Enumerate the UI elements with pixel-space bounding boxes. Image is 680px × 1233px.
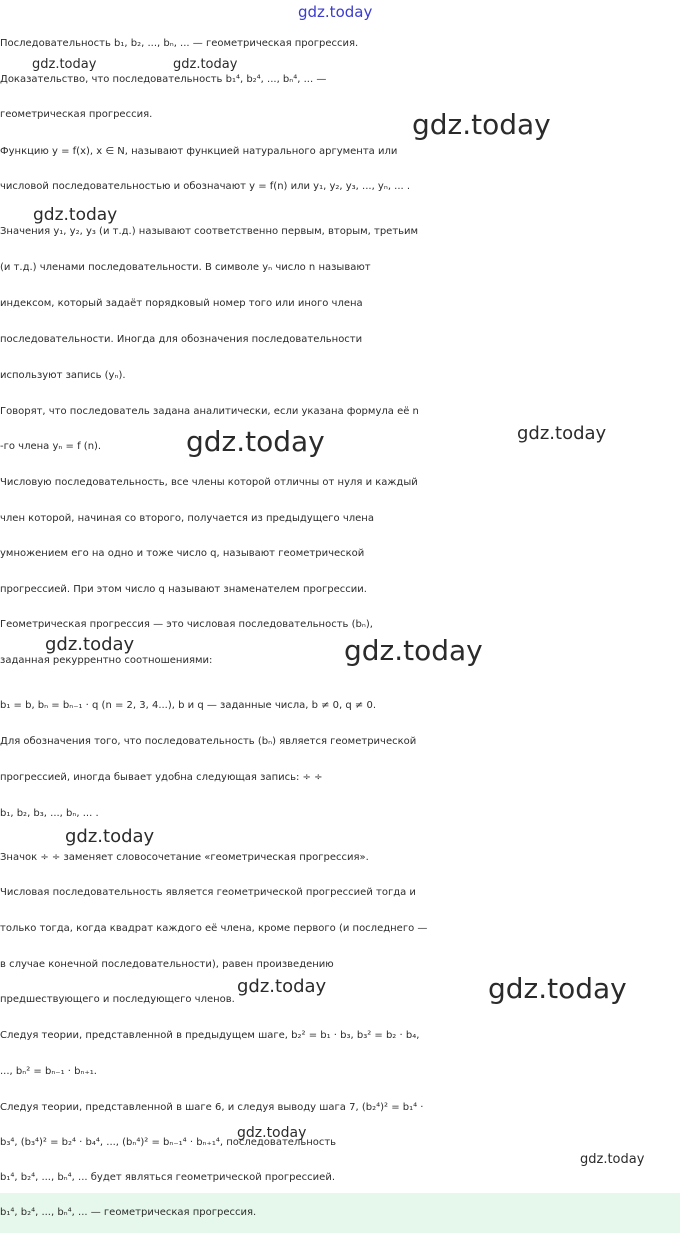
- watermark: gdz.today: [412, 108, 551, 141]
- text-line: Последовательность b₁, b₂, ..., bₙ, ... — геометрическая прогрессия.: [0, 38, 359, 49]
- text-line: (и т.д.) членами последовательности. В символе yₙ число n называют: [0, 262, 371, 273]
- text-line: b₁ = b, bₙ = bₙ₋₁ · q (n = 2, 3, 4...), b и q — заданные числа, b ≠ 0, q ≠ 0.: [0, 700, 377, 711]
- text-line: Следуя теории, представленной в шаге 6, и следуя выводу шага 7, (b₂⁴)² = b₁⁴ ·: [0, 1102, 424, 1113]
- text-line: Следуя теории, представленной в предыдущем шаге, b₂² = b₁ · b₃, b₃² = b₂ · b₄,: [0, 1030, 420, 1041]
- text-line: Говорят, что последователь задана аналитически, если указана формула её n: [0, 406, 419, 417]
- text-line: в случае конечной последовательности), равен произведению: [0, 959, 334, 970]
- text-line: Значения y₁, y₂, y₃ (и т.д.) называют соответственно первым, вторым, третьим: [0, 226, 419, 237]
- text-line: Значок ÷ ÷ заменяет словосочетание «геометрическая прогрессия».: [0, 852, 369, 863]
- text-line: b₁⁴, b₂⁴, ..., bₙ⁴, ... будет являться геометрической прогрессией.: [0, 1172, 336, 1183]
- text-line: Функцию y = f(x), x ∈ N, называют функцией натурального аргумента или: [0, 146, 398, 157]
- text-line: числовой последовательностью и обозначают y = f(n) или y₁, y₂, y₃, ..., yₙ, ... .: [0, 181, 411, 192]
- text-line: прогрессией. При этом число q называют знаменателем прогрессии.: [0, 584, 367, 595]
- text-line: последовательности. Иногда для обозначения последовательности: [0, 334, 363, 345]
- text-line: член которой, начиная со второго, получается из предыдущего члена: [0, 513, 374, 524]
- watermark: gdz.today: [237, 976, 327, 997]
- watermark: gdz.today: [33, 205, 118, 225]
- text-line: -го члена yₙ = f (n).: [0, 441, 102, 452]
- text-line: геометрическая прогрессия.: [0, 109, 153, 120]
- watermark: gdz.today: [344, 634, 483, 667]
- watermark: gdz.today: [186, 425, 325, 458]
- text-line: Числовую последовательность, все члены которой отличны от нуля и каждый: [0, 477, 418, 488]
- watermark: gdz.today: [32, 57, 97, 72]
- text-line: Для обозначения того, что последовательность (bₙ) является геометрической: [0, 736, 417, 747]
- text-line: индексом, который задаёт порядковый номер того или иного члена: [0, 298, 363, 309]
- text-line: ..., bₙ² = bₙ₋₁ · bₙ₊₁.: [0, 1066, 97, 1077]
- text-line: Числовая последовательность является геометрической прогрессией тогда и: [0, 887, 416, 898]
- text-line: Геометрическая прогрессия — это числовая последовательность (bₙ),: [0, 619, 373, 630]
- text-line: b₃⁴, (b₃⁴)² = b₂⁴ · b₄⁴, ..., (bₙ⁴)² = bₙ₋₁⁴ · bₙ₊₁⁴, последовательность: [0, 1137, 337, 1148]
- text-line: b₁, b₂, b₃, ..., bₙ, ... .: [0, 808, 99, 819]
- watermark: gdz.today: [517, 423, 607, 444]
- watermark: gdz.today: [580, 1152, 645, 1167]
- answer-box: [0, 1193, 680, 1233]
- watermark: gdz.today: [173, 57, 238, 72]
- text-line: используют запись (yₙ).: [0, 370, 126, 381]
- text-line: заданная рекуррентно соотношениями:: [0, 655, 213, 666]
- text-line: только тогда, когда квадрат каждого её члена, кроме первого (и последнего —: [0, 923, 428, 934]
- text-line: прогрессией, иногда бывает удобна следующая запись: ÷ ÷: [0, 772, 323, 783]
- watermark: gdz.today: [488, 972, 627, 1005]
- watermark: gdz.today: [65, 826, 155, 847]
- text-line: предшествующего и последующего членов.: [0, 994, 235, 1005]
- text-line: Доказательство, что последовательность b₁⁴, b₂⁴, ..., bₙ⁴, ... —: [0, 74, 327, 85]
- watermark: gdz.today: [45, 634, 135, 655]
- watermark: gdz.today: [237, 1125, 307, 1141]
- watermark-top: gdz.today: [298, 3, 373, 21]
- text-line: умножением его на одно и тоже число q, называют геометрической: [0, 548, 365, 559]
- answer-text: b₁⁴, b₂⁴, ..., bₙ⁴, ... — геометрическая прогрессия.: [0, 1207, 257, 1218]
